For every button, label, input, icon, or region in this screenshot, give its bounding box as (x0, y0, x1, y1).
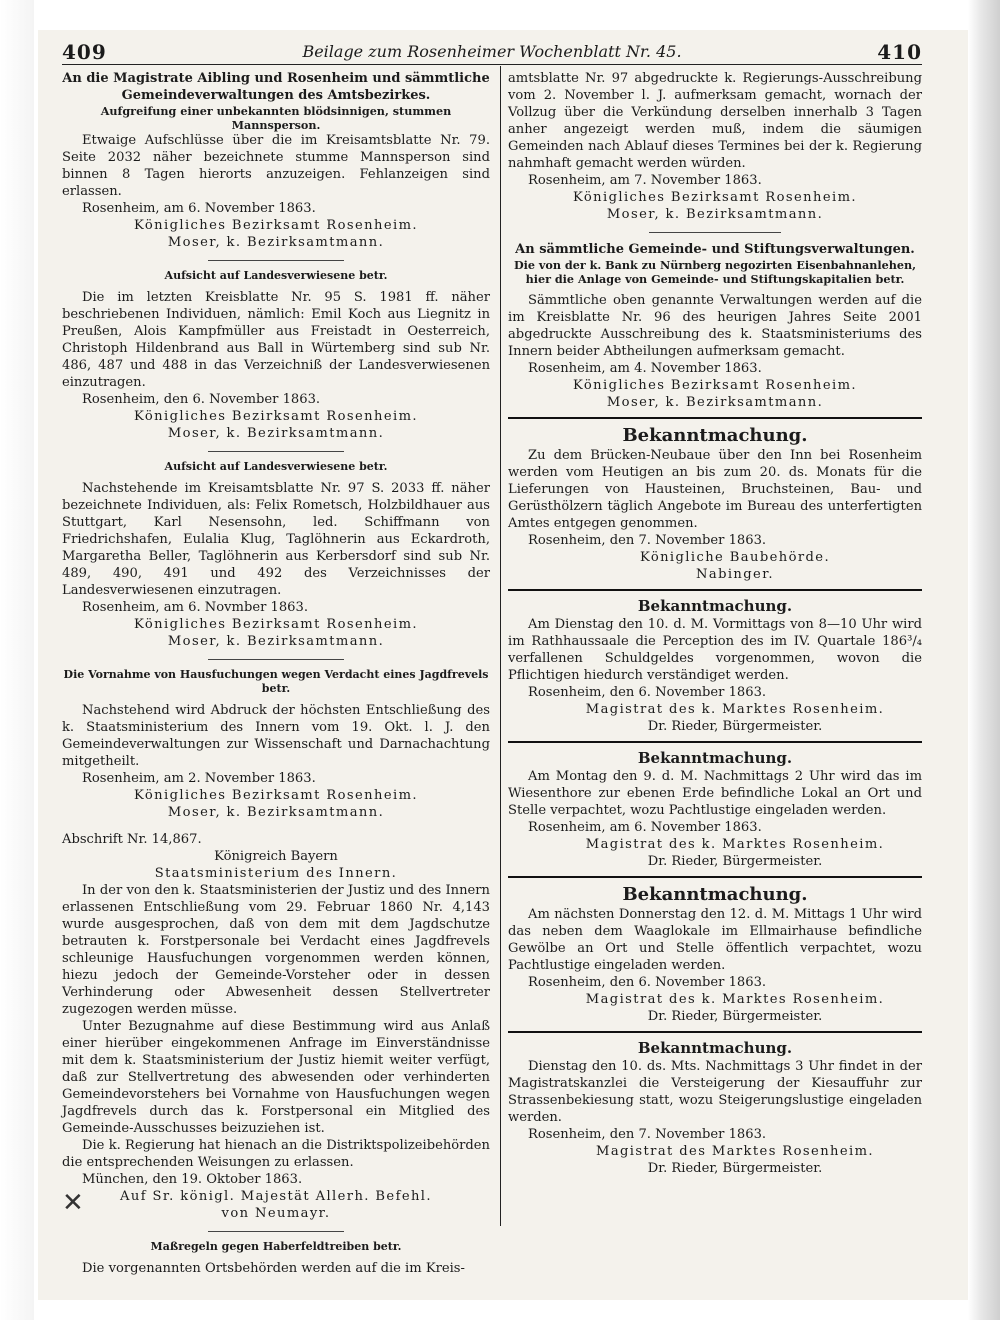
notice-signature-name: Moser, k. Bezirksamtmann. (167, 805, 385, 820)
decree-signature-name: von Neumayr. (221, 1206, 331, 1221)
announcement-signature-office: Magistrat des k. Marktes Rosenheim. (585, 702, 885, 717)
notice-body: Nachstehende im Kreisamtsblatte Nr. 97 S. 2033 ff. näher bezeichnete Individuen, als: Felix Rometsch, Holzbildhauer aus Stuttgart, Karl Nesensohn, led. Schiffmann von Friedrichshafen, Eulalia Klug, Taglöhnerin aus Eckardroth, Margaretha Beller, Taglöhnerin aus Kerbersdorf sind sub Nr. 489, 490, 491 und 492 des Verzeichnisses der Landesverwiesenen einzutragen. (62, 481, 490, 598)
announcement-title: Bekanntmachung. (637, 597, 793, 615)
notice-signature-office: Königliches Bezirksamt Rosenheim. (134, 409, 418, 424)
publication-title: Beilage zum Rosenheimer Wochenblatt Nr. 45. (302, 42, 682, 61)
notice-signature-name: Moser, k. Bezirksamtmann. (167, 235, 385, 250)
notice-body: Etwaige Aufschlüsse über die im Kreisamtsblatte Nr. 79. Seite 2032 näher bezeichnete stumme Mannsperson sind binnen 8 Tagen hierorts anzuzeigen. Fehlanzeigen sind erlassen. (62, 133, 490, 199)
announcement-signature-name: Dr. Rieder, Bürgermeister. (647, 854, 823, 869)
notice-signature-office: Königliches Bezirksamt Rosenheim. (573, 190, 857, 205)
announcement-signature-name: Nabinger. (696, 567, 774, 582)
notice-subject: Maßregeln gegen Haberfeldtreiben betr. (150, 1240, 402, 1253)
notice-date: Rosenheim, am 6. November 1863. (82, 201, 316, 216)
notice-subject: Aufgreifung einer unbekannten blödsinnigen, stummen Mannsperson. (100, 104, 452, 132)
notice-subject: Die Vornahme von Hausfuchungen wegen Verdacht eines Jagdfrevels betr. (63, 668, 489, 695)
notice-date: Rosenheim, am 6. Novmber 1863. (82, 600, 308, 615)
page-number-left: 409 (62, 40, 107, 64)
announcement-date: Rosenheim, den 7. November 1863. (528, 1127, 767, 1142)
section-divider (208, 659, 345, 660)
scan-margin-left (0, 0, 34, 1320)
decree-paragraph: In der von den k. Staatsministerien der Justiz und des Innern erlassenen Entschließung vom 29. Februar 1860 Nr. 4,143 wurde ausgesprochen, daß von dem mit dem Jagdschutze betrauten k. Forstpersonale bei Verdacht eines Jagdfrevels schleunige Hausfuchungen vorgenommen werden können, hiezu jedoch der Gemeinde-Vorsteher oder in dessen Verhinderung oder Abwesenheit dessen Stellvertreter zugezogen werden müsse. (62, 883, 490, 1017)
section-divider (649, 232, 781, 233)
ministry-heading: Staatsministerium des Innern. (154, 866, 398, 881)
announcement-rule (508, 876, 922, 878)
notice-signature-office: Königliches Bezirksamt Rosenheim. (573, 378, 857, 393)
notice-subject: Aufsicht auf Landesverwiesene betr. (164, 269, 388, 282)
notice-subject: Aufsicht auf Landesverwiesene betr. (164, 460, 388, 473)
notice-signature-name: Moser, k. Bezirksamtmann. (606, 207, 824, 222)
announcement-rule (508, 1031, 922, 1033)
section-divider (208, 260, 345, 261)
announcement-rule (508, 417, 922, 419)
notice-heading: An sämmtliche Gemeinde- und Stiftungsverwaltungen. (515, 242, 915, 257)
column-divider (500, 66, 501, 1226)
announcement-rule (508, 741, 922, 743)
announcement-body: Am Dienstag den 10. d. M. Vormittags von 8—10 Uhr wird im Rathhaussaale die Perception des im IV. Quartale 186³/₄ verfallenen Schuldgeldes vorgenommen, wovon die Pflichtigen hiedurch verständiget werden. (508, 617, 922, 683)
decree-date: München, den 19. Oktober 1863. (82, 1172, 303, 1187)
notice-subject: Die von der k. Bank zu Nürnberg negozirten Eisenbahnanlehen, hier die Anlage von Gemeinde- und Stiftungskapitalien betr. (513, 258, 917, 286)
notice-date: Rosenheim, am 4. November 1863. (528, 361, 762, 376)
section-divider (208, 451, 345, 452)
scan-margin-right (968, 0, 1000, 1320)
announcement-date: Rosenheim, den 6. November 1863. (528, 975, 767, 990)
announcement-title: Bekanntmachung. (637, 1039, 793, 1057)
notice-body: Die im letzten Kreisblatte Nr. 95 S. 1981 ff. näher beschriebenen Individuen, nämlich: Emil Koch aus Liegnitz in Preußen, Alois Kampfmüller aus Freistadt in Oesterreich, Christoph Hildenbrand aus Ball in Würtemberg sind sub Nr. 486, 487 und 488 in das Verzeichniß der Landesverwiesenen einzutragen. (62, 290, 490, 390)
announcement-body: Zu dem Brücken-Neubaue über den Inn bei Rosenheim werden vom Heutigen an bis zum 20. ds. Monats für die Lieferungen von Hausteinen, Bruchsteinen, Bau- und Gerüsthölzern täglich Angebote im Bureau des unterfertigten Amtes entgegen genommen. (508, 448, 922, 531)
announcement-title: Bekanntmachung. (637, 749, 793, 767)
notice-body: Nachstehend wird Abdruck der höchsten Entschließung des k. Staatsministerium des Innern vom 19. Okt. l. J. den Gemeindeverwaltungen zur Wissenschaft und Darnachachtung mitgetheilt. (62, 703, 490, 769)
announcement-signature-office: Magistrat des k. Marktes Rosenheim. (585, 992, 885, 1007)
notice-body: Sämmtliche oben genannte Verwaltungen werden auf die im Kreisblatte Nr. 96 des heurigen Jahres Seite 2001 abgedruckte Ausschreibung des k. Staatsministeriums des Innern beider Abtheilungen aufmerksam gemacht. (508, 293, 922, 359)
notice-signature-name: Moser, k. Bezirksamtmann. (167, 634, 385, 649)
announcement-date: Rosenheim, den 7. November 1863. (528, 533, 767, 548)
page-header (62, 40, 922, 64)
announcement-body: Am Montag den 9. d. M. Nachmittags 2 Uhr wird das im Wiesenthore zur ebenen Erde befindliche Lokal an Ort und Stelle verpachtet, wozu Pachtlustige eingeladen werden. (508, 769, 922, 818)
notice-signature-office: Königliches Bezirksamt Rosenheim. (134, 788, 418, 803)
announcement-signature-office: Königliche Baubehörde. (639, 550, 831, 565)
announcement-title: Bekanntmachung. (622, 884, 808, 905)
notice-signature-name: Moser, k. Bezirksamtmann. (606, 395, 824, 410)
notice-body-continued: amtsblatte Nr. 97 abgedruckte k. Regierungs-Ausschreibung vom 2. November l. J. aufmerksam gemacht, wornach der Vollzug über die Verkündung derselben innerhalb 3 Tagen anher angezeigt werden muß, indem die säumigen Gemeinden nach Ablauf dieses Termines bei der k. Regierung nahmhaft gemacht werden würden. (508, 71, 922, 171)
announcement-date: Rosenheim, den 6. November 1863. (528, 685, 767, 700)
section-divider (208, 1231, 345, 1232)
kingdom-heading: Königreich Bayern (214, 849, 338, 864)
notice-body: Die vorgenannten Ortsbehörden werden auf die im Kreis- (82, 1261, 465, 1276)
notice-heading: An die Magistrate Aibling und Rosenheim und sämmtliche Gemeindeverwaltungen des Amtsbezirkes. (62, 71, 490, 103)
announcement-rule (508, 589, 922, 591)
announcement-signature-office: Magistrat des k. Marktes Rosenheim. (585, 837, 885, 852)
notice-signature-name: Moser, k. Bezirksamtmann. (167, 426, 385, 441)
notice-date: Rosenheim, den 6. November 1863. (82, 392, 321, 407)
notice-signature-office: Königliches Bezirksamt Rosenheim. (134, 218, 418, 233)
copy-reference: Abschrift Nr. 14,867. (62, 832, 202, 847)
notice-signature-office: Königliches Bezirksamt Rosenheim. (134, 617, 418, 632)
right-column (508, 70, 922, 1177)
notice-date: Rosenheim, am 7. November 1863. (528, 173, 762, 188)
decree-signature-authority: Auf Sr. königl. Majestät Allerh. Befehl. (120, 1189, 432, 1204)
left-column (62, 70, 490, 1277)
announcement-signature-name: Dr. Rieder, Bürgermeister. (647, 1009, 823, 1024)
announcement-signature-name: Dr. Rieder, Bürgermeister. (647, 719, 823, 734)
notice-date: Rosenheim, am 2. November 1863. (82, 771, 316, 786)
announcement-title: Bekanntmachung. (622, 425, 808, 446)
announcement-body: Dienstag den 10. ds. Mts. Nachmittags 3 Uhr findet in der Magistratskanzlei die Versteigerung der Kiesauffuhr zur Strassenbekiesung statt, wozu Steigerungslustige eingeladen werden. (508, 1059, 922, 1125)
decree-paragraph: Unter Bezugnahme auf diese Bestimmung wird aus Anlaß einer hierüber eingekommenen Anfrage im Einverständnisse mit dem k. Staatsministerium der Justiz hiemit weiter verfügt, daß zur Stellvertretung des abwesenden oder verhinderten Gemeindevorstehers bei Vornahme von Hausfuchungen wegen Jagdfrevels durch das k. Forstpersonal ein Mitglied des Gemeinde-Ausschusses beizuziehen ist. (62, 1019, 490, 1136)
decree-paragraph: Die k. Regierung hat hienach an die Distriktspolizeibehörden die entsprechenden Weisungen zu erlassen. (62, 1138, 490, 1170)
announcement-signature-name: Dr. Rieder, Bürgermeister. (647, 1161, 823, 1176)
header-rule (62, 64, 922, 65)
page-number-right: 410 (877, 40, 922, 64)
announcement-signature-office: Magistrat des Marktes Rosenheim. (596, 1144, 874, 1159)
handwritten-cross-mark: ✕ (62, 1188, 84, 1218)
announcement-body: Am nächsten Donnerstag den 12. d. M. Mittags 1 Uhr wird das neben dem Waaglokale im Ellmairhause befindliche Gewölbe an Ort und Stelle öffentlich verpachtet, wozu Pachtlustige eingeladen werden. (508, 907, 922, 973)
announcement-date: Rosenheim, am 6. November 1863. (528, 820, 762, 835)
